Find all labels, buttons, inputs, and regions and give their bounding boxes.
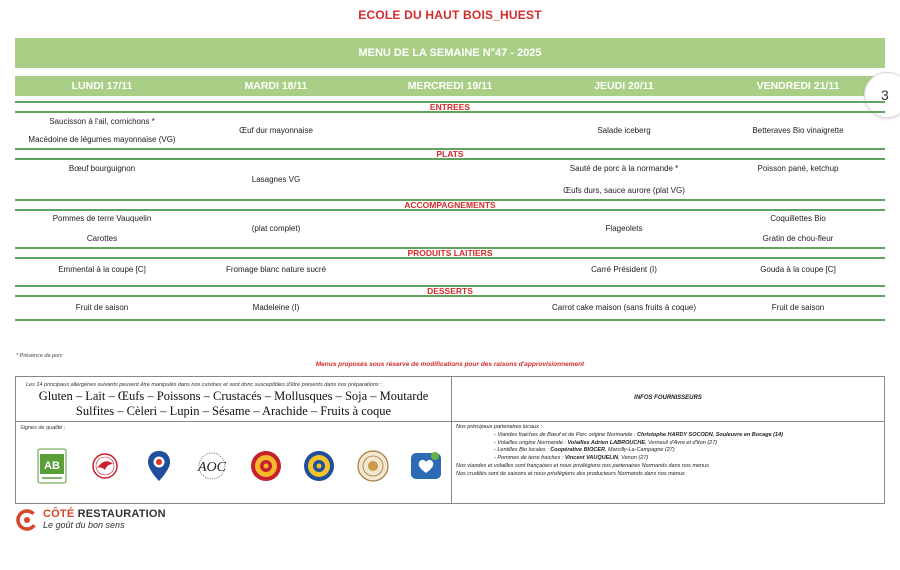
supplier-suffix: , Venon (27) (618, 455, 649, 462)
bleu-blanc-coeur-icon (408, 448, 444, 484)
supplier-name: Volailles Adrien LABROUCHE (567, 439, 645, 446)
supplier-line (456, 440, 882, 448)
origin-pin-icon (141, 448, 177, 484)
menu-item: Betteraves Bio vinaigrette (752, 125, 844, 135)
section-title: PLATS (15, 148, 885, 160)
section-plats (15, 148, 885, 199)
menu-cell (15, 259, 189, 281)
week-title: MENU DE LA SEMAINE N°47 - 2025 (358, 47, 542, 59)
supplier-name: Vincent VAUQUELIN (564, 455, 619, 462)
menu-item: Carottes (86, 234, 118, 243)
menu-item: Carré Président (I) (591, 265, 657, 274)
menu-cell (363, 113, 537, 148)
section-title: PRODUITS LAITIERS (15, 247, 885, 259)
supplier-line (456, 432, 882, 440)
menu-cell (363, 160, 537, 199)
day-header: MARDI 18/11 (244, 80, 308, 92)
section-row (15, 160, 885, 199)
supplier-name: Coopérative BIOCER (550, 447, 605, 454)
section-produits-laitiers (15, 247, 885, 281)
menu-item: Madeleine (I) (252, 303, 300, 312)
supplier-suffix: , Verneuil d'Avre et d'Iton (27) (645, 439, 718, 446)
svg-text:AOC: AOC (198, 460, 227, 475)
igp-icon (301, 448, 337, 484)
suppliers-footer: Nos viandes et volailles sont françaises et nous privilégions nos partenaires Normands dans nos menus (456, 462, 709, 469)
menu-item: Flageolets (605, 224, 643, 233)
menu-item: Œuf dur mayonnaise (239, 125, 313, 135)
stg-seal-icon (355, 448, 391, 484)
menu-cell (189, 211, 363, 247)
aop-icon (248, 448, 284, 484)
brand-name-rest: RESTAURATION (74, 508, 166, 520)
supplier-suffix: , Marcilly-La-Campagne (27) (604, 447, 675, 454)
brand-slogan: Le goût du bon sens (43, 520, 125, 530)
menu-cell (711, 259, 885, 281)
supplier-line (456, 455, 882, 463)
menu-item: (plat complet) (251, 224, 301, 233)
menu-item: Salade iceberg (597, 125, 651, 135)
section-title: DESSERTS (15, 285, 885, 297)
menu-item: Macédoine de légumes mayonnaise (VG) (28, 134, 176, 144)
day-header: JEUDI 20/11 (594, 80, 654, 92)
days-header-row (15, 76, 885, 96)
supply-reserve-note: Menus proposés sous réserve de modifications pour des raisons d'approvisionnement (315, 361, 585, 368)
brand-name-accent: CÔTÉ (43, 508, 75, 520)
box-divider (16, 421, 884, 422)
menu-cell (711, 113, 885, 148)
label-rouge-icon (87, 448, 123, 484)
cote-restauration-logo-icon (16, 509, 38, 531)
day-header: VENDREDI 21/11 (756, 80, 840, 92)
section-row (15, 211, 885, 247)
menu-cell (537, 297, 711, 319)
menu-cell (363, 211, 537, 247)
menu-cell (711, 211, 885, 247)
menu-item: Fromage blanc nature sucré (225, 265, 327, 274)
menu-cell (189, 113, 363, 148)
menu-cell (15, 211, 189, 247)
section-title: ENTREES (15, 101, 885, 113)
section-desserts (15, 285, 885, 321)
menu-item: Œufs durs, sauce aurore (plat VG) (563, 185, 685, 195)
section-accompagnements (15, 199, 885, 247)
section-entrees (15, 101, 885, 148)
section-row (15, 259, 885, 281)
menu-item: Poisson pané, ketchup (757, 164, 839, 173)
quality-logos (34, 443, 444, 489)
section-row (15, 297, 885, 321)
info-box (15, 376, 885, 504)
section-row (15, 113, 885, 148)
menu-cell (15, 160, 189, 199)
school-title: ECOLE DU HAUT BOIS_HUEST (358, 8, 542, 22)
supplier-name: Christophe HARDY SOCODN, Souleuvre en Bocage (14) (636, 431, 783, 438)
quality-signs-title: Signes de qualité : (20, 425, 66, 431)
supplier-prefix: - Pommes de terre fraiches : (494, 455, 565, 462)
menu-cell (15, 297, 189, 319)
suppliers-details (456, 424, 882, 479)
menu-cell (189, 259, 363, 281)
menu-cell (189, 297, 363, 319)
menu-cell (15, 113, 189, 148)
menu-cell (537, 211, 711, 247)
allergen-line: Gluten – Lait – Œufs – Poissons – Crustacés – Mollusques – Soja – Moutarde (38, 389, 429, 403)
menu-cell (189, 160, 363, 199)
menu-item: Gouda à la coupe [C] (760, 265, 836, 274)
supplier-line (456, 447, 882, 455)
menu-cell (537, 259, 711, 281)
menu-item: Fruit de saison (771, 303, 825, 312)
brand-name (43, 508, 166, 520)
day-header: MERCREDI 19/11 (407, 80, 493, 92)
cote-restauration-brand (16, 508, 166, 531)
aoc-icon (194, 448, 230, 484)
allergen-list (16, 389, 451, 419)
menu-cell (363, 297, 537, 319)
supplier-prefix: - Volailles origine Normande : (494, 439, 568, 446)
menu-item: Bœuf bourguignon (68, 164, 136, 173)
section-title: ACCOMPAGNEMENTS (15, 199, 885, 211)
menu-item: Pommes de terre Vauquelin (52, 214, 152, 223)
menu-cell (711, 160, 885, 199)
menu-cell (363, 259, 537, 281)
menu-cell (711, 297, 885, 319)
supplier-prefix: - Lentilles Bio locales : (494, 447, 551, 454)
allergen-intro: Les 14 principaux allergènes suivants peuvent être manipulés dans nos cuisines et sont donc susceptibles d'être présents dans nos préparations : (26, 382, 382, 388)
menu-item: Emmental à la coupe [C] (58, 265, 146, 274)
week-title-banner (15, 38, 885, 68)
allergen-line: Sulfites – Cèleri – Lupin – Sésame – Arachide – Fruits à coque (75, 404, 392, 418)
menu-item: Gratin de chou-fleur (762, 234, 834, 243)
suppliers-footer: Nos crudités sont de saisons et nous privilégions des producteurs Normands dans nos menus (456, 470, 685, 477)
menu-item: Fruit de saison (75, 303, 129, 312)
menu-item: Carrot cake maison (sans fruits à coque) (551, 303, 697, 312)
suppliers-title: INFOS FOURNISSEURS (634, 395, 702, 401)
menu-item: Coquillettes Bio (770, 214, 826, 223)
suppliers-intro: Nos principaux partenaires locaux : (456, 424, 542, 430)
brand-text (43, 508, 166, 531)
menu-item: Saucisson à l'ail, cornichons * (49, 116, 155, 126)
page-number: 3 (881, 87, 889, 103)
svg-text:AB: AB (44, 460, 60, 472)
menu-item: Sauté de porc à la normande * (569, 163, 679, 173)
day-header: LUNDI 17/11 (71, 80, 133, 92)
menu-cell (537, 160, 711, 199)
menu-item: Lasagnes VG (251, 174, 301, 184)
menu-cell (537, 113, 711, 148)
ab-bio-icon (34, 448, 70, 484)
supplier-prefix: - Viandes fraiches de Bœuf et de Porc origine Normande : (494, 431, 637, 438)
pork-footnote: * Présence de porc (16, 353, 63, 359)
